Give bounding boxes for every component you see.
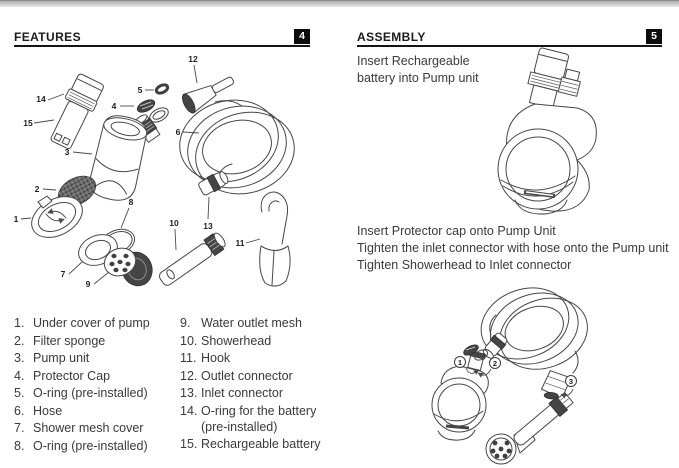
svg-text:14: 14 (36, 94, 46, 104)
assembly-page-badge: 5 (646, 29, 662, 44)
callout-2 (490, 358, 501, 369)
assembly-header (357, 25, 662, 47)
list-item: 12. Outlet connector (180, 368, 293, 383)
assembly-step1-text: Insert Rechargeable battery into Pump unit (357, 54, 479, 85)
list-item: 13. Inlet connector (180, 386, 283, 400)
part-hose (170, 71, 304, 209)
list-item: 8. O-ring (pre-installed) (14, 438, 148, 453)
pump-body (498, 104, 596, 214)
part-pump-unit (86, 112, 160, 205)
svg-text:3: 3 (64, 147, 70, 157)
list-item: 3. Pump unit (14, 351, 90, 365)
svg-text:2: 2 (34, 184, 40, 194)
list-item: 4. Protector Cap (14, 368, 111, 383)
list-item: 7. Shower mesh cover (14, 421, 144, 435)
list-item: 1. Under cover of pump (14, 316, 150, 330)
callout-3 (566, 376, 577, 387)
svg-text:1: 1 (457, 357, 463, 367)
list-item: 5. O-ring (pre-installed) (14, 386, 148, 400)
list-item: 2. Filter sponge (14, 333, 106, 348)
list-item: 10. Showerhead (180, 333, 272, 348)
assembly-title: ASSEMBLY (357, 30, 426, 44)
features-header (14, 25, 310, 47)
showerhead-mesh (486, 434, 516, 464)
part-hook (260, 192, 290, 286)
svg-text:5: 5 (137, 85, 143, 95)
svg-text:6: 6 (175, 127, 181, 137)
features-page-badge: 4 (294, 29, 310, 44)
svg-text:9: 9 (85, 279, 91, 289)
features-title: FEATURES (14, 30, 81, 44)
list-item: 14. O-ring for the battery (pre-installed) (180, 403, 317, 434)
svg-text:10: 10 (169, 218, 179, 228)
assembly-battery-diagram (483, 50, 675, 218)
svg-text:12: 12 (188, 54, 198, 64)
list-item: 6. Hose (14, 403, 63, 418)
list-item: 15. Rechargeable battery (180, 436, 321, 451)
svg-text:15: 15 (23, 118, 33, 128)
svg-text:1: 1 (13, 214, 19, 224)
top-gradient-bar (0, 0, 679, 7)
parts-list-column-1 (14, 315, 176, 455)
showerhead-wand (511, 391, 575, 448)
svg-text:3: 3 (568, 376, 574, 386)
callout-1 (455, 357, 466, 368)
part-showerhead (156, 231, 228, 289)
svg-text:11: 11 (235, 238, 245, 248)
assembly-step2-text: Insert Protector cap onto Pump Unit Tighten the inlet connector with hose onto the Pump unit Tighten Showerhead to Inlet connector (357, 224, 669, 272)
svg-text:4: 4 (111, 101, 117, 111)
svg-text:7: 7 (60, 269, 66, 279)
svg-text:8: 8 (128, 197, 134, 207)
exploded-parts-diagram (10, 50, 310, 312)
part-oring-5 (155, 83, 169, 95)
parts-list-column-2 (180, 315, 350, 453)
svg-text:13: 13 (203, 221, 213, 231)
part-rechargeable-battery (46, 72, 106, 151)
list-item: 11. Hook (180, 351, 231, 365)
list-item: 9. Water outlet mesh (180, 316, 302, 330)
assembly-hookup-diagram (383, 283, 679, 468)
svg-text:2: 2 (492, 358, 498, 368)
